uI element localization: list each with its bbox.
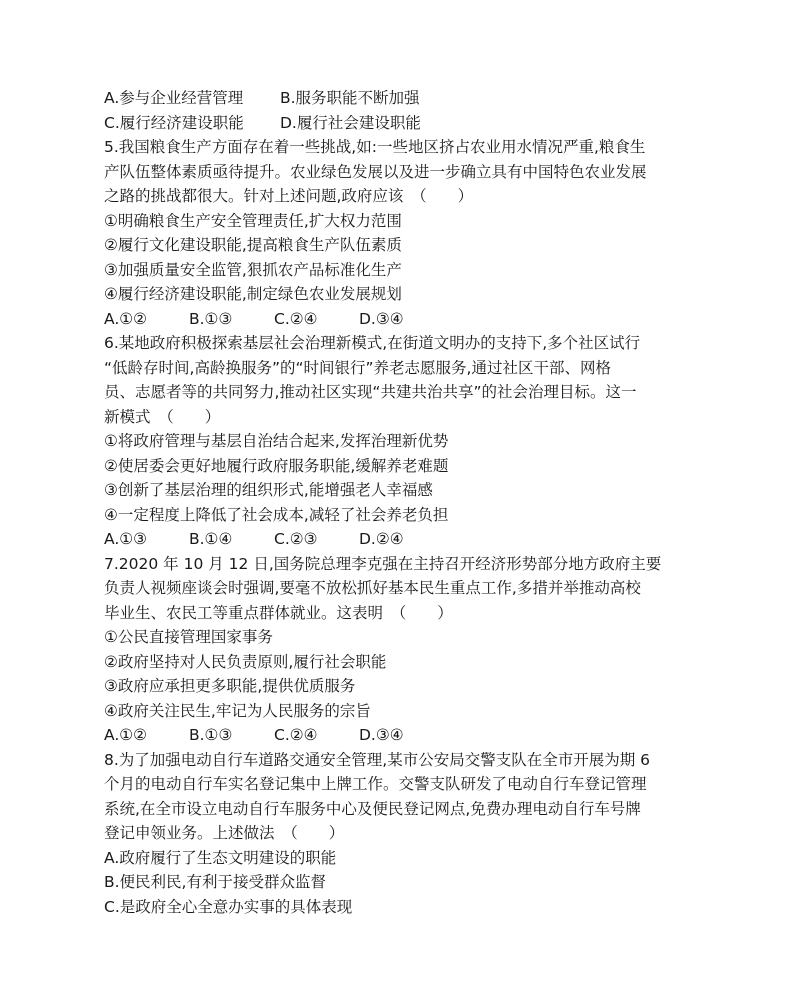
q5-option-b: B.①③ bbox=[189, 309, 233, 328]
q7-options bbox=[104, 723, 700, 748]
q7-item-1: ①公民直接管理国家事务 bbox=[104, 628, 273, 646]
q7-item-3: ③政府应承担更多职能,提供优质服务 bbox=[104, 677, 356, 695]
question-5 bbox=[104, 135, 700, 331]
q6-item-2: ②使居委会更好地履行政府服务职能,缓解养老难题 bbox=[104, 456, 449, 475]
q8-stem-line: 8.为了加强电动自行车道路交通安全管理,某市公安局交警支队在全市开展为期 6 bbox=[104, 750, 651, 769]
q6-stem-line: 6.某地政府积极探索基层社会治理新模式,在街道文明办的支持下,多个社区试行 bbox=[104, 334, 641, 352]
q5-stem-line: 5.我国粮食生产方面存在着一些挑战,如:一些地区挤占农业用水情况严重,粮食生 bbox=[104, 138, 646, 156]
q5-item-1: ①明确粮食生产安全管理责任,扩大权力范围 bbox=[104, 211, 402, 230]
q4-options-row-1 bbox=[104, 86, 700, 111]
q5-item-3: ③加强质量安全监管,狠抓农产品标准化生产 bbox=[104, 260, 402, 279]
q6-stem-line: 员、志愿者等的共同努力,推动社区实现“共建共治共享”的社会治理目标。这一 bbox=[104, 383, 637, 401]
q8-option-c: C.是政府全心全意办实事的具体表现 bbox=[104, 897, 353, 916]
q8-stem-line: 系统,在全市设立电动自行车服务中心及便民登记网点,免费办理电动自行车号牌 bbox=[104, 799, 641, 818]
q6-option-a: A.①③ bbox=[104, 530, 148, 548]
q6-options bbox=[104, 527, 700, 552]
q7-option-c: C.②④ bbox=[274, 726, 318, 744]
q4-option-a: A.参与企业经营管理 bbox=[104, 89, 244, 107]
q5-stem-line: 产队伍整体素质亟待提升。农业绿色发展以及进一步确立具有中国特色农业发展 bbox=[104, 162, 647, 181]
q7-item-2: ②政府坚持对人民负责原则,履行社会职能 bbox=[104, 652, 387, 671]
q4-options-row-2 bbox=[104, 111, 700, 136]
q7-stem-line: 毕业生、农民工等重点群体就业。这表明 （ ） bbox=[104, 603, 453, 622]
q8-stem-line: 登记申领业务。上述做法 （ ） bbox=[104, 824, 345, 842]
q5-stem-line: 之路的挑战都很大。针对上述问题,政府应该 （ ） bbox=[104, 187, 474, 205]
q7-option-d: D.③④ bbox=[359, 726, 404, 744]
exam-page bbox=[104, 86, 700, 919]
q5-option-a: A.①② bbox=[104, 309, 148, 328]
q7-option-a: A.①② bbox=[104, 726, 148, 744]
q6-stem-line: 新模式 （ ） bbox=[104, 407, 221, 426]
q8-option-a: A.政府履行了生态文明建设的职能 bbox=[104, 848, 337, 867]
q4-option-b: B.服务职能不断加强 bbox=[280, 89, 420, 107]
q8-option-b: B.便民利民,有利于接受群众监督 bbox=[104, 873, 326, 891]
q6-stem-line: “低龄存时间,高龄换服务”的“时间银行”养老志愿服务,通过社区干部、网格 bbox=[104, 358, 611, 377]
q5-option-d: D.③④ bbox=[359, 309, 404, 328]
q4-option-c: C.履行经济建设职能 bbox=[104, 113, 244, 132]
q5-options bbox=[104, 307, 700, 332]
q6-option-d: D.②④ bbox=[359, 530, 404, 548]
q7-stem-line: 7.2020 年 10 月 12 日,国务院总理李克强在主持召开经济形势部分地方政府主要 bbox=[104, 554, 662, 573]
q7-stem-line: 负责人视频座谈会时强调,要毫不放松抓好基本民生重点工作,多措并举推动高校 bbox=[104, 579, 641, 597]
q6-option-c: C.②③ bbox=[274, 530, 318, 548]
q6-item-1: ①将政府管理与基层自治结合起来,发挥治理新优势 bbox=[104, 432, 449, 450]
q4-option-d: D.履行社会建设职能 bbox=[280, 113, 421, 132]
question-6 bbox=[104, 331, 700, 552]
q6-item-4: ④一定程度上降低了社会成本,减轻了社会养老负担 bbox=[104, 505, 449, 524]
q5-item-2: ②履行文化建设职能,提高粮食生产队伍素质 bbox=[104, 236, 402, 254]
q6-option-b: B.①④ bbox=[189, 530, 233, 548]
q5-option-c: C.②④ bbox=[274, 309, 318, 328]
q5-item-4: ④履行经济建设职能,制定绿色农业发展规划 bbox=[104, 285, 402, 303]
q7-item-4: ④政府关注民生,牢记为人民服务的宗旨 bbox=[104, 701, 371, 720]
question-8 bbox=[104, 748, 700, 920]
q6-item-3: ③创新了基层治理的组织形式,能增强老人幸福感 bbox=[104, 481, 433, 499]
q8-stem-line: 个月的电动自行车实名登记集中上牌工作。交警支队研发了电动自行车登记管理 bbox=[104, 775, 647, 793]
q7-option-b: B.①③ bbox=[189, 726, 233, 744]
question-7 bbox=[104, 552, 700, 748]
